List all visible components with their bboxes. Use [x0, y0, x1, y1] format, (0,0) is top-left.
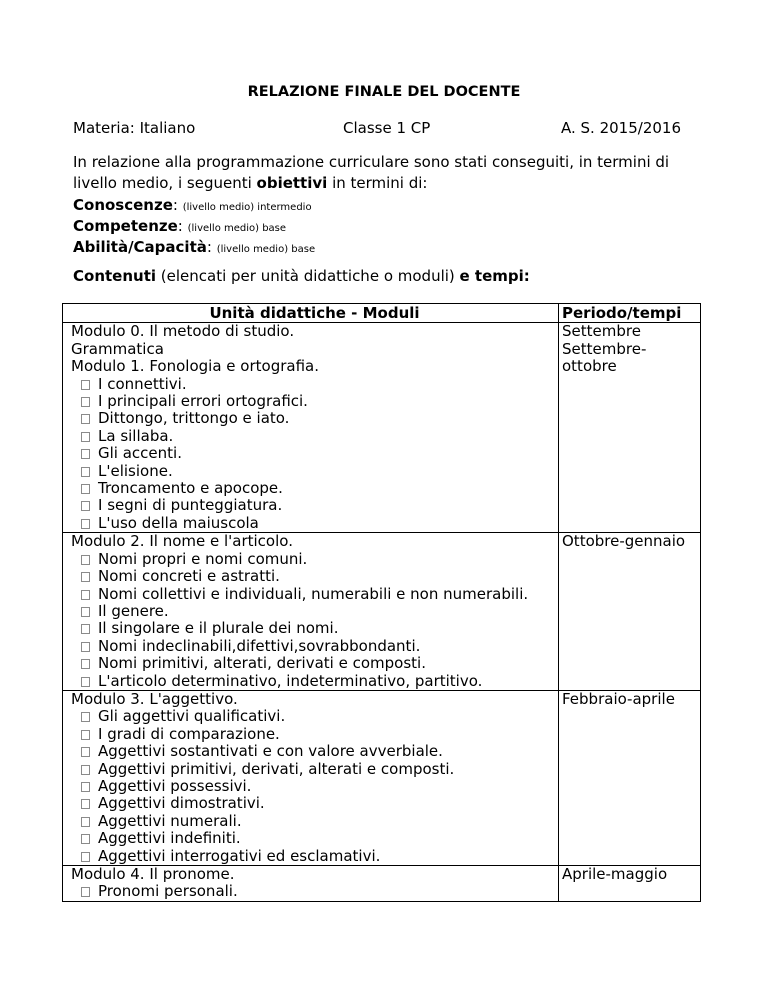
table-header-row: [63, 304, 701, 323]
module-title: Modulo 2. Il nome e l'articolo.: [71, 532, 293, 551]
period-cell: [559, 866, 701, 902]
list-item-text: I connettivi.: [98, 374, 187, 393]
level-label: Conoscenze: [73, 196, 173, 214]
list-item: [71, 603, 558, 620]
list-item: [71, 376, 558, 393]
bullet-box-icon: [81, 484, 90, 494]
bullet-box-icon: [81, 432, 90, 442]
bullet-box-icon: [81, 765, 90, 775]
list-item: [71, 480, 558, 497]
list-item-text: I principali errori ortografici.: [98, 392, 308, 411]
bullet-box-icon: [81, 799, 90, 809]
list-item-text: La sillaba.: [98, 426, 174, 445]
school-year-label: A. S. 2015/2016: [561, 119, 681, 137]
class-label: Classe 1 CP: [343, 119, 431, 137]
list-item: [71, 445, 558, 462]
list-item-text: Nomi concreti e astratti.: [98, 567, 280, 586]
level-competenze: [73, 217, 315, 238]
bullet-box-icon: [81, 501, 90, 511]
list-item: [71, 410, 558, 427]
bullet-box-icon: [81, 852, 90, 862]
list-item: [71, 673, 558, 690]
list-item-text: Gli aggettivi qualificativi.: [98, 707, 286, 726]
list-item: [71, 708, 558, 725]
list-item-text: Aggettivi indefiniti.: [98, 829, 241, 848]
table-body: [63, 323, 701, 901]
header-period: Periodo/tempi: [559, 304, 701, 323]
list-item-text: L'uso della maiuscola: [98, 513, 259, 532]
table-row: [63, 866, 701, 902]
bullet-box-icon: [81, 607, 90, 617]
list-item-text: Il singolare e il plurale dei nomi.: [98, 619, 339, 638]
level-sep: :: [206, 238, 217, 256]
list-item: [71, 515, 558, 532]
intro-paragraph: [73, 152, 703, 194]
list-item-text: Dittongo, trittongo e iato.: [98, 409, 290, 428]
list-item: [71, 795, 558, 812]
table-row: [63, 690, 701, 865]
period-text: Settembre-: [562, 339, 647, 358]
bullet-box-icon: [81, 659, 90, 669]
module-title: Modulo 1. Fonologia e ortografia.: [71, 357, 319, 376]
list-item: [71, 830, 558, 847]
list-item: [71, 568, 558, 585]
list-item-text: Nomi propri e nomi comuni.: [98, 549, 308, 568]
list-item: [71, 761, 558, 778]
bullet-box-icon: [81, 555, 90, 565]
list-item-text: Aggettivi dimostrativi.: [98, 794, 265, 813]
level-abilita: [73, 238, 315, 259]
contents-bold: Contenuti: [73, 267, 157, 285]
list-item: [71, 551, 558, 568]
bullet-box-icon: [81, 380, 90, 390]
bullet-box-icon: [81, 590, 90, 600]
module-title: Grammatica: [71, 339, 164, 358]
period-text: Febbraio-aprile: [562, 689, 675, 708]
units-cell: [63, 690, 559, 865]
contents-bold-times: e tempi:: [459, 267, 530, 285]
list-item: [71, 463, 558, 480]
bullet-box-icon: [81, 397, 90, 407]
period-cell: [559, 323, 701, 533]
bullet-box-icon: [81, 817, 90, 827]
list-item-text: Il genere.: [98, 601, 169, 620]
level-conoscenze: [73, 196, 315, 217]
list-item-text: Aggettivi numerali.: [98, 811, 242, 830]
contents-heading: [73, 267, 530, 285]
list-item: [71, 778, 558, 795]
level-label: Abilità/Capacità: [73, 238, 207, 256]
units-cell: [63, 323, 559, 533]
period-cell: [559, 690, 701, 865]
period-text: Aprile-maggio: [562, 865, 668, 883]
list-item: [71, 655, 558, 672]
table-row: [63, 533, 701, 691]
level-sep: :: [172, 196, 183, 214]
bullet-box-icon: [81, 624, 90, 634]
bullet-box-icon: [81, 519, 90, 529]
list-item-text: Pronomi personali.: [98, 882, 238, 901]
list-item: [71, 848, 558, 865]
table-row: [63, 323, 701, 533]
list-item-text: Aggettivi possessivi.: [98, 776, 252, 795]
period-cell: [559, 533, 701, 691]
period-text: ottobre: [562, 357, 617, 376]
level-sep: :: [177, 217, 188, 235]
modules-table: [62, 303, 701, 902]
list-item-text: I gradi di comparazione.: [98, 724, 280, 743]
list-item-text: Nomi collettivi e individuali, numerabili e non numerabili.: [98, 584, 529, 603]
module-title: Modulo 0. Il metodo di studio.: [71, 322, 295, 341]
level-value: (livello medio) base: [187, 223, 287, 234]
document-title: RELAZIONE FINALE DEL DOCENTE: [247, 84, 521, 100]
list-item: [71, 393, 558, 410]
units-cell: [63, 533, 559, 691]
list-item-text: Nomi indeclinabili,difettivi,sovrabbondanti.: [98, 636, 421, 655]
level-value: (livello medio) base: [216, 244, 316, 255]
bullet-box-icon: [81, 782, 90, 792]
bullet-box-icon: [81, 467, 90, 477]
levels-list: [73, 196, 315, 259]
bullet-box-icon: [81, 712, 90, 722]
bullet-box-icon: [81, 747, 90, 757]
bullet-box-icon: [81, 572, 90, 582]
list-item: [71, 497, 558, 514]
list-item-text: L'articolo determinativo, indeterminativo, partitivo.: [98, 671, 483, 690]
header-units: Unità didattiche - Moduli: [63, 304, 559, 323]
bullet-box-icon: [81, 414, 90, 424]
intro-bold-objectives: obiettivi: [256, 174, 328, 192]
units-cell: [63, 866, 559, 902]
list-item: [71, 620, 558, 637]
level-label: Competenze: [73, 217, 178, 235]
list-item-text: Aggettivi interrogativi ed esclamativi.: [98, 846, 381, 865]
level-value: (livello medio) intermedio: [182, 202, 312, 213]
bullet-box-icon: [81, 834, 90, 844]
list-item-text: Gli accenti.: [98, 444, 182, 463]
period-text: Ottobre-gennaio: [562, 532, 686, 551]
list-item-text: Nomi primitivi, alterati, derivati e composti.: [98, 654, 426, 673]
list-item-text: I segni di punteggiatura.: [98, 496, 283, 515]
bullet-box-icon: [81, 730, 90, 740]
list-item: [71, 743, 558, 760]
bullet-box-icon: [81, 887, 90, 897]
list-item-text: Aggettivi primitivi, derivati, alterati e composti.: [98, 759, 455, 778]
list-item: [71, 813, 558, 830]
bullet-box-icon: [81, 677, 90, 687]
list-item: [71, 883, 558, 900]
module-title: Modulo 4. Il pronome.: [71, 865, 235, 883]
intro-text-after: in termini di:: [327, 174, 428, 192]
subject-label: Materia: Italiano: [73, 119, 196, 137]
intro-text-before: In relazione alla programmazione curriculare sono stati conseguiti, in termini di livello medio, i seguenti: [73, 153, 670, 192]
list-item-text: L'elisione.: [98, 461, 173, 480]
list-item-text: Aggettivi sostantivati e con valore avverbiale.: [98, 742, 443, 761]
list-item: [71, 726, 558, 743]
module-title: Modulo 3. L'aggettivo.: [71, 689, 238, 708]
period-text: Settembre: [562, 322, 641, 341]
contents-middle: (elencati per unità didattiche o moduli): [156, 267, 460, 285]
bullet-box-icon: [81, 642, 90, 652]
list-item: [71, 586, 558, 603]
list-item: [71, 638, 558, 655]
list-item: [71, 428, 558, 445]
bullet-box-icon: [81, 449, 90, 459]
list-item-text: Troncamento e apocope.: [98, 479, 283, 498]
